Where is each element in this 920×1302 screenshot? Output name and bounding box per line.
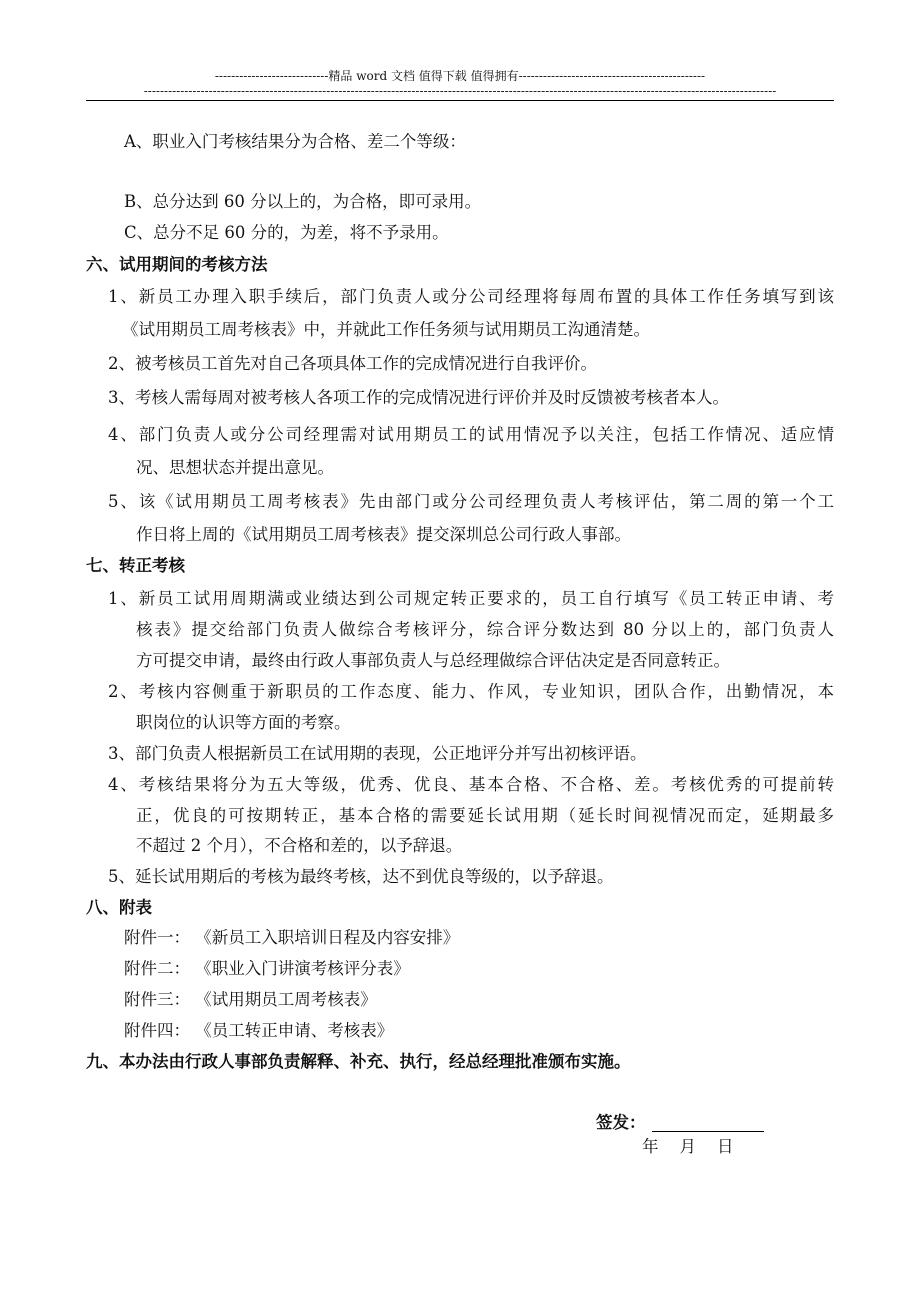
paragraph-line: 方可提交申请，最终由行政人事部负责人与总经理做综合评估决定是否同意转正。 [136, 651, 730, 670]
header-rule [86, 100, 834, 101]
header-line-2: ------------------------------------------------------------------------------------------------------------------------------------------------------------ [143, 84, 777, 98]
paragraph-line: 3、部门负责人根据新员工在试用期的表现，公正地评分并写出初核评语。 [108, 744, 647, 763]
section-heading-7: 七、转正考核 [86, 556, 185, 575]
paragraph-line: A、职业入门考核结果分为合格、差二个等级： [124, 132, 466, 151]
signature-label: 签发： [596, 1113, 646, 1132]
section-heading-8: 八、附表 [86, 898, 152, 917]
attachment-item: 附件三： 《试用期员工周考核表》 [124, 990, 377, 1009]
section-heading-6: 六、试用期间的考核方法 [86, 255, 268, 274]
attachment-item: 附件四： 《员工转正申请、考核表》 [124, 1021, 394, 1040]
paragraph-line: 2、考核内容侧重于新职员的工作态度、能力、作风，专业知识，团队合作，出勤情况，本 [108, 682, 834, 701]
section-heading-9: 九、本办法由行政人事部负责解释、补充、执行，经总经理批准颁布实施。 [86, 1052, 631, 1071]
paragraph-line: 4、部门负责人或分公司经理需对试用期员工的试用情况予以关注，包括工作情况、适应情 [108, 425, 834, 444]
paragraph-line: 1、新员工试用周期满或业绩达到公司规定转正要求的，员工自行填写《员工转正申请、考 [108, 589, 834, 608]
paragraph-line: 5、延长试用期后的考核为最终考核，达不到优良等级的，以予辞退。 [108, 867, 614, 886]
paragraph-line: 5、该《试用期员工周考核表》先由部门或分公司经理负责人考核评估，第二周的第一个工 [108, 492, 834, 511]
attachment-item: 附件二： 《职业入门讲演考核评分表》 [124, 959, 410, 978]
paragraph-line: 核表》提交给部门负责人做综合考核评分，综合评分数达到 80 分以上的，部门负责人 [136, 620, 834, 639]
paragraph-line: 不超过 2 个月），不合格和差的，以予辞退。 [136, 836, 463, 855]
signature-line [652, 1131, 764, 1132]
paragraph-line: 作日将上周的《试用期员工周考核表》提交深圳总公司行政人事部。 [136, 525, 631, 544]
paragraph-line: C、总分不足 60 分的，为差，将不予录用。 [124, 223, 449, 242]
attachment-item: 附件一： 《新员工入职培训日程及内容安排》 [124, 928, 460, 947]
paragraph-line: 1、新员工办理入职手续后，部门负责人或分公司经理将每周布置的具体工作任务填写到该 [108, 287, 834, 306]
paragraph-line: 正，优良的可按期转正，基本合格的需要延长试用期（延长时间视情况而定，延期最多 [136, 806, 834, 825]
paragraph-line: 4、考核结果将分为五大等级，优秀、优良、基本合格、不合格、差。考核优秀的可提前转 [108, 775, 834, 794]
paragraph-line: 况、思想状态并提出意见。 [136, 458, 334, 477]
paragraph-line: 《试用期员工周考核表》中，并就此工作任务须与试用期员工沟通清楚。 [122, 320, 650, 339]
paragraph-line: B、总分达到 60 分以上的，为合格，即可录用。 [124, 192, 482, 211]
paragraph-line: 职岗位的认识等方面的考察。 [136, 713, 351, 732]
header-line-1: ----------------------------精品 word 文档 值得下载 值得拥有---------------------------------------------- [214, 69, 706, 83]
paragraph-line: 3、考核人需每周对被考核人各项工作的完成情况进行评价并及时反馈被考核者本人。 [108, 388, 729, 407]
signature-date: 年 月 日 [642, 1137, 734, 1156]
paragraph-line: 2、被考核员工首先对自己各项具体工作的完成情况进行自我评价。 [108, 354, 597, 373]
